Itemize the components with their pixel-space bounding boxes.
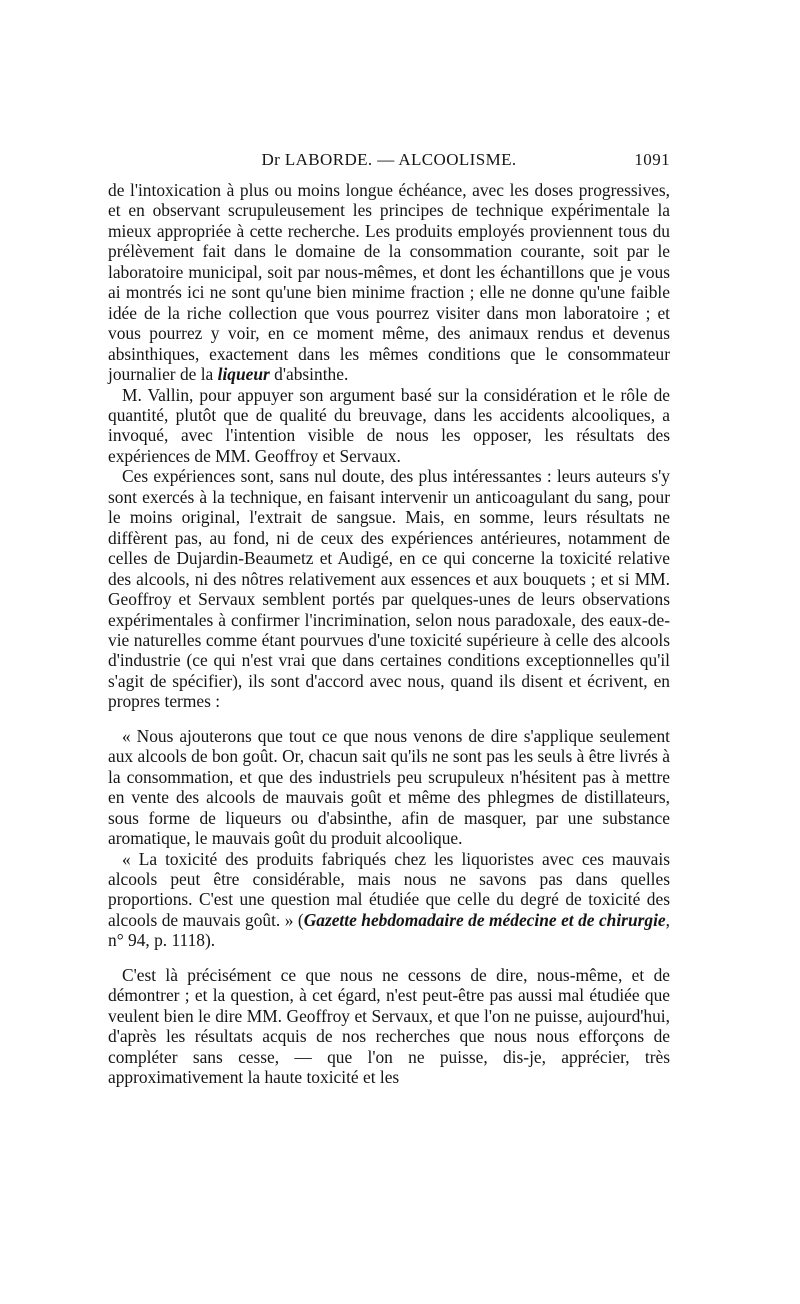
paragraph-2: M. Vallin, pour appuyer son argument basé sur la considération et le rôle de quantité, plutôt que de qualité du breuvage, dans les accidents alcooliques, a invoqué, avec l'intention visible de nous les opposer, les résultats des expériences de MM. Geoffroy et Servaux. [108,384,670,466]
paragraph-1 [108,180,670,385]
body-text [108,180,670,1087]
paragraph-1-italic: liqueur [217,364,270,385]
page-number: 1091 [634,150,670,169]
paragraph-1-text-end: d'absinthe. [269,364,349,385]
paragraph-3: Ces expériences sont, sans nul doute, des plus intéressantes : leurs auteurs s'y sont exercés à la technique, en faisant intervenir un anticoagulant du sang, pour le moins original, l'extrait de sangsue. Mais, en somme, leurs résultats ne diffèrent pas, au fond, ni de ceux des expériences antérieures, notamment de celles de Dujardin-Beaumetz et Audigé, en ce qui concerne la toxicité relative des alcools, ni des nôtres relativement aux essences et aux bouquets ; et si MM. Geoffroy et Servaux semblent portés par quelques-unes de leurs observations expérimentales à confirmer l'incrimination, selon nous paradoxale, des eaux-de-vie naturelles comme étant pourvues d'une toxicité supérieure à celle des alcools d'industrie (ce qui n'est vrai que dans certaines conditions exceptionnelles qu'il s'agit de spécifier), ils sont d'accord avec nous, quand ils disent et écrivent, en propres termes : [108,466,670,712]
header-title: Dr LABORDE. — ALCOOLISME. [261,150,517,169]
paragraph-1-text: de l'intoxication à plus ou moins longue échéance, avec les doses progressives, et en observant scrupuleusement les principes de technique expérimentale la mieux appropriée à cette recherche. Les produits employés proviennent tous du prélèvement fait dans le domaine de la consommation courante, soit par le laboratoire municipal, soit par nous-mêmes, et dont les échantillons que je vous ai montrés ici ne sont qu'une bien minime fraction ; elle ne donne qu'une faible idée de la riche collection que vous pourrez visiter dans mon laboratoire ; et vous pourrez y voir, en ce moment même, des animaux rendus et devenus absinthiques, exactement dans les mêmes conditions que le consommateur journalier de la [108,180,670,385]
quote-paragraph-2-text: « La toxicité des produits fabriqués chez les liquoristes avec ces mauvais alcools peut être considérable, mais nous ne savons pas dans quelles proportions. C'est une question mal étudiée que celle du degré de toxicité des alcools de mauvais goût. » ( [108,848,670,930]
block-quote [108,726,670,951]
quote-paragraph-2 [108,849,670,951]
quote-paragraph-1: « Nous ajouterons que tout ce que nous venons de dire s'applique seulement aux alcools de bon goût. Or, chacun sait qu'ils ne sont pas les seuls à être livrés à la consommation, et que des industriels peu scrupuleux n'hésitent pas à mettre en vente des alcools de mauvais goût et même des phlegmes de distillateurs, sous forme de liqueurs ou d'absinthe, afin de masquer, par une substance aromatique, le mauvais goût du produit alcoolique. [108,725,670,849]
paragraph-4: C'est là précisément ce que nous ne cessons de dire, nous-même, et de démontrer ; et la question, à cet égard, n'est peut-être pas aussi mal étudiée que veulent bien le dire MM. Geoffroy et Servaux, et que l'on ne puisse, aujourd'hui, d'après les résultats acquis de nos recherches que nous nous efforçons de compléter sans cesse, — que l'on ne puisse, dis-je, apprécier, très approximativement la haute toxicité et les [108,964,670,1088]
running-header [108,150,670,174]
quote-citation-italic: Gazette hebdomadaire de médecine et de chirurgie [303,909,666,930]
quote-paragraph-2-text-end: , n° 94, p. 1118). [108,909,670,951]
